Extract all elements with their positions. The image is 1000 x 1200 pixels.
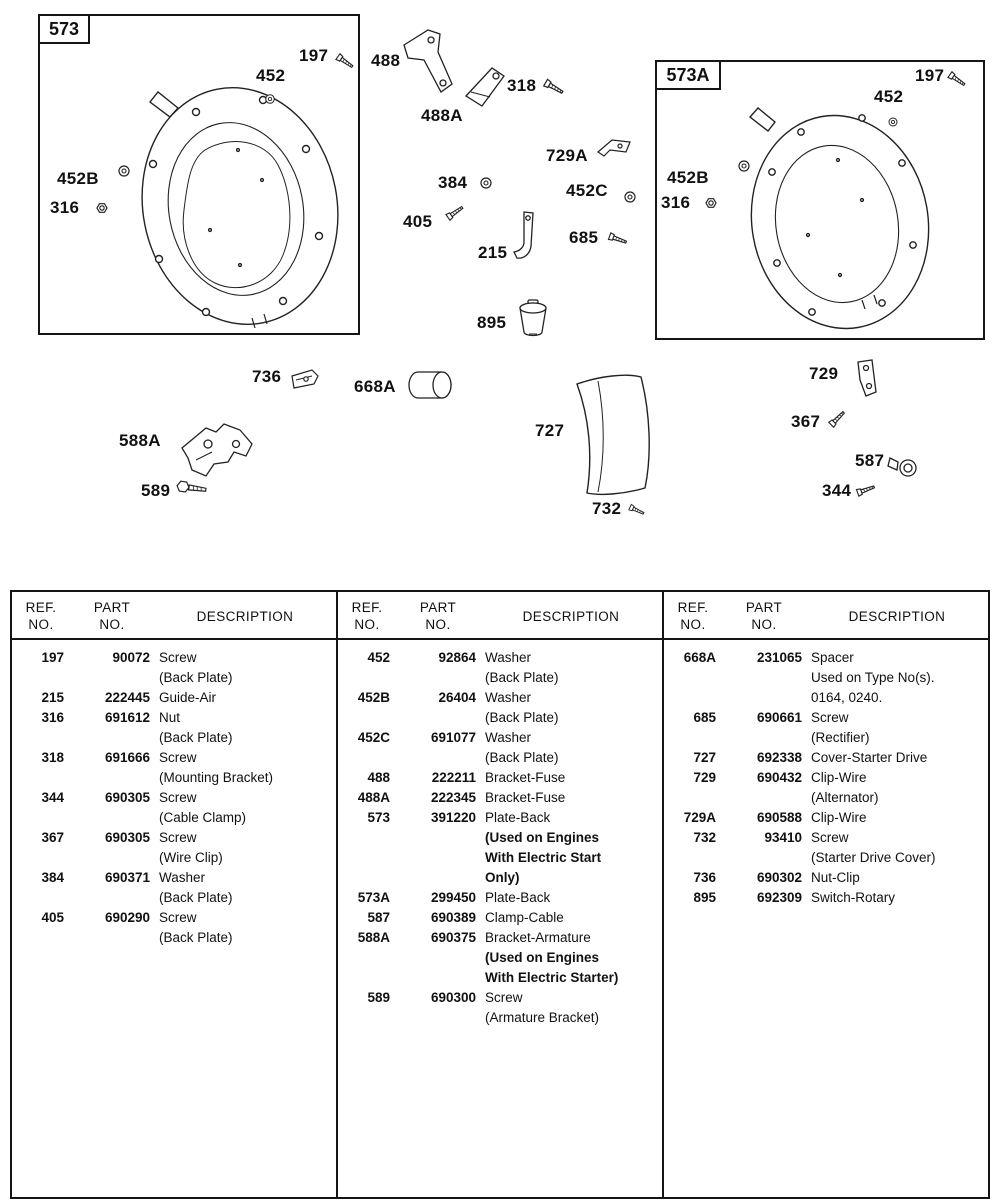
ref-no: 488A <box>357 790 390 805</box>
callout-452B: 452B <box>57 169 99 188</box>
nut-316-icon <box>706 199 716 208</box>
ref-no: 452B <box>357 690 390 705</box>
guide-air-215-icon <box>514 212 533 258</box>
part-row <box>338 908 662 928</box>
description: (Rectifier) <box>811 730 870 745</box>
part-row <box>664 748 988 768</box>
callout-452C: 452C <box>566 181 608 200</box>
part-no: 93410 <box>764 830 802 845</box>
switch-rotary-895-icon <box>520 300 546 336</box>
description: (Used on Engines <box>485 950 600 965</box>
parts-table-column-3 <box>662 592 988 1197</box>
washer-452C-icon <box>625 192 635 202</box>
ref-no: 316 <box>41 710 64 725</box>
callout-452B: 452B <box>667 168 709 187</box>
parts-table <box>10 590 990 1199</box>
part-row <box>12 788 336 808</box>
description: With Electric Start <box>485 850 602 865</box>
part-row-continuation <box>664 668 988 688</box>
callout-316: 316 <box>661 193 691 212</box>
clip-wire-729-icon <box>858 360 876 396</box>
description: (Starter Drive Cover) <box>811 850 936 865</box>
part-row-continuation <box>338 968 662 988</box>
cover-starter-drive-727-icon <box>577 375 649 494</box>
screw-367-icon <box>829 410 846 427</box>
description: (Back Plate) <box>485 670 559 685</box>
part-row <box>12 868 336 888</box>
column-header <box>338 592 662 638</box>
back-plate-573A-drawing <box>735 101 945 342</box>
description: Screw <box>159 790 197 805</box>
part-no: 690305 <box>104 790 150 805</box>
ref-no: 729A <box>683 810 716 825</box>
callout-452: 452 <box>874 87 904 106</box>
part-row-continuation <box>338 668 662 688</box>
part-row <box>338 928 662 948</box>
description: Washer <box>159 870 206 885</box>
callout-488A: 488A <box>421 106 463 125</box>
description: Screw <box>159 830 197 845</box>
callout-685: 685 <box>569 228 599 247</box>
description: Only) <box>485 870 520 885</box>
ref-no: 197 <box>41 650 64 665</box>
ref-no: 895 <box>693 890 716 905</box>
part-no: 92864 <box>438 650 476 665</box>
description: Screw <box>159 750 197 765</box>
description: Guide-Air <box>159 690 217 705</box>
part-no: 690661 <box>756 710 802 725</box>
part-row <box>12 908 336 928</box>
part-row-continuation <box>338 848 662 868</box>
nut-clip-736-icon <box>292 370 318 388</box>
description: (Back Plate) <box>485 710 559 725</box>
part-no: 690290 <box>104 910 150 925</box>
ref-no: 573 <box>367 810 390 825</box>
description: Bracket-Fuse <box>485 770 566 785</box>
ref-no: 727 <box>693 750 716 765</box>
description: Used on Type No(s). <box>811 670 935 685</box>
description: Clip-Wire <box>811 770 867 785</box>
ref-no-header: REF. NO. <box>351 600 383 632</box>
description: (Wire Clip) <box>159 850 223 865</box>
callout-729: 729 <box>809 364 839 383</box>
parts-rows <box>338 648 662 1028</box>
part-row <box>664 808 988 828</box>
part-row-continuation <box>12 928 336 948</box>
callout-197: 197 <box>915 66 945 85</box>
part-row <box>338 728 662 748</box>
ref-no: 685 <box>693 710 716 725</box>
callout-732: 732 <box>592 499 622 518</box>
part-row-continuation <box>338 868 662 888</box>
part-no: 90072 <box>112 650 150 665</box>
parts-table-column-1 <box>12 592 336 1197</box>
part-row-continuation <box>664 848 988 868</box>
part-no: 690302 <box>756 870 802 885</box>
callout-316: 316 <box>50 198 80 217</box>
screw-589-icon <box>176 481 206 495</box>
callout-668A: 668A <box>354 377 396 396</box>
screw-197-icon <box>336 54 354 70</box>
callout-727: 727 <box>535 421 565 440</box>
part-row <box>12 748 336 768</box>
ref-no-header: REF. NO. <box>25 600 57 632</box>
washer-452-icon <box>889 118 897 126</box>
description: (Mounting Bracket) <box>159 770 274 785</box>
washer-452B-icon <box>119 166 129 176</box>
part-no-header: PART NO. <box>419 600 457 632</box>
description: Plate-Back <box>485 890 551 905</box>
callout-589: 589 <box>141 481 171 500</box>
part-no: 222445 <box>104 690 150 705</box>
part-no: 691666 <box>104 750 150 765</box>
description-header: DESCRIPTION <box>196 609 294 624</box>
part-no: 690300 <box>430 990 476 1005</box>
part-row-continuation <box>12 768 336 788</box>
column-header <box>664 592 988 638</box>
description: (Back Plate) <box>159 930 233 945</box>
callout-384: 384 <box>438 173 468 192</box>
description: (Cable Clamp) <box>159 810 247 825</box>
description: Screw <box>159 910 197 925</box>
part-row <box>664 768 988 788</box>
part-row <box>12 688 336 708</box>
description: Washer <box>485 730 532 745</box>
part-row-continuation <box>338 708 662 728</box>
callout-318: 318 <box>507 76 537 95</box>
description-header: DESCRIPTION <box>848 609 946 624</box>
part-no: 692309 <box>756 890 802 905</box>
ref-no-header: REF. NO. <box>677 600 709 632</box>
description: (Back Plate) <box>159 890 233 905</box>
ref-no: 587 <box>367 910 390 925</box>
description: Nut-Clip <box>811 870 860 885</box>
ref-no: 736 <box>693 870 716 885</box>
description: Washer <box>485 650 532 665</box>
spacer-668A-icon <box>409 372 451 398</box>
part-no: 222211 <box>431 770 476 785</box>
description: Clip-Wire <box>811 810 867 825</box>
part-row <box>338 808 662 828</box>
ref-no: 452C <box>357 730 390 745</box>
callout-405: 405 <box>403 212 433 231</box>
ref-no: 367 <box>41 830 64 845</box>
description: (Used on Engines <box>485 830 600 845</box>
part-row-continuation <box>12 668 336 688</box>
description: Spacer <box>811 650 854 665</box>
screw-732-icon <box>629 504 645 516</box>
description: (Back Plate) <box>159 730 233 745</box>
part-row-continuation <box>12 888 336 908</box>
part-no: 690432 <box>756 770 802 785</box>
callout-488: 488 <box>371 51 401 70</box>
part-row <box>338 688 662 708</box>
part-no: 222345 <box>430 790 476 805</box>
part-row <box>664 888 988 908</box>
part-row-continuation <box>338 948 662 968</box>
ref-no: 573A <box>357 890 390 905</box>
screw-685-icon <box>608 233 627 246</box>
callout-895: 895 <box>477 313 507 332</box>
part-row <box>664 868 988 888</box>
part-no: 690371 <box>104 870 150 885</box>
description: Clamp-Cable <box>485 910 564 925</box>
description: Nut <box>159 710 181 725</box>
ref-no: 318 <box>41 750 64 765</box>
part-no-header: PART NO. <box>93 600 131 632</box>
part-no: 691077 <box>430 730 476 745</box>
description: 0164, 0240. <box>811 690 883 705</box>
clamp-cable-587-icon <box>888 458 916 476</box>
washer-452B-icon <box>739 161 749 171</box>
callout-729A: 729A <box>546 146 588 165</box>
part-row-continuation <box>12 728 336 748</box>
bracket-fuse-488A-icon <box>466 68 504 106</box>
callout-587: 587 <box>855 451 885 470</box>
description: (Armature Bracket) <box>485 1010 600 1025</box>
part-row <box>12 708 336 728</box>
part-row <box>12 828 336 848</box>
ref-no: 732 <box>693 830 716 845</box>
part-no: 299450 <box>430 890 476 905</box>
description-header: DESCRIPTION <box>522 609 620 624</box>
part-no: 690305 <box>104 830 150 845</box>
part-no: 692338 <box>756 750 802 765</box>
diagram-tag-573A: 573A <box>655 60 721 90</box>
part-row <box>338 788 662 808</box>
ref-no: 384 <box>41 870 64 885</box>
part-row-continuation <box>338 748 662 768</box>
part-row <box>338 988 662 1008</box>
parts-rows <box>12 648 336 948</box>
ref-no: 668A <box>683 650 716 665</box>
part-row-continuation <box>12 848 336 868</box>
ref-no: 488 <box>367 770 390 785</box>
description: Washer <box>485 690 532 705</box>
part-no: 231065 <box>756 650 802 665</box>
callout-452: 452 <box>256 66 286 85</box>
description: Screw <box>485 990 523 1005</box>
description: (Back Plate) <box>485 750 559 765</box>
callout-588A: 588A <box>119 431 161 450</box>
nut-316-icon <box>97 204 107 213</box>
part-row <box>664 648 988 668</box>
part-no: 690375 <box>430 930 476 945</box>
description: Screw <box>811 830 849 845</box>
ref-no: 729 <box>693 770 716 785</box>
back-plate-573-drawing <box>122 71 358 342</box>
ref-no: 452 <box>367 650 390 665</box>
ref-no: 344 <box>41 790 64 805</box>
description: (Alternator) <box>811 790 879 805</box>
bracket-armature-588A-icon <box>182 424 252 476</box>
part-row-continuation <box>12 808 336 828</box>
description: Screw <box>159 650 197 665</box>
ref-no: 405 <box>41 910 64 925</box>
part-row <box>12 648 336 668</box>
description: (Back Plate) <box>159 670 233 685</box>
description: Bracket-Fuse <box>485 790 566 805</box>
part-no: 690389 <box>430 910 476 925</box>
description: Screw <box>811 710 849 725</box>
description: With Electric Starter) <box>485 970 619 985</box>
part-row-continuation <box>338 828 662 848</box>
washer-452-icon <box>266 95 275 104</box>
part-no: 391220 <box>430 810 476 825</box>
ref-no: 588A <box>357 930 390 945</box>
part-row <box>338 648 662 668</box>
screw-318-icon <box>544 79 565 95</box>
part-row <box>664 828 988 848</box>
part-row-continuation <box>664 728 988 748</box>
parts-table-column-2 <box>336 592 662 1197</box>
washer-384-icon <box>481 178 491 188</box>
part-row <box>338 768 662 788</box>
part-row-continuation <box>664 688 988 708</box>
callout-367: 367 <box>791 412 821 431</box>
screw-344-icon <box>856 484 875 497</box>
part-no: 690588 <box>756 810 802 825</box>
description: Cover-Starter Drive <box>811 750 928 765</box>
parts-rows <box>664 648 988 908</box>
part-row <box>664 708 988 728</box>
description: Switch-Rotary <box>811 890 896 905</box>
screw-197-icon <box>948 72 966 88</box>
callout-215: 215 <box>478 243 508 262</box>
clip-wire-729A-icon <box>598 140 630 156</box>
bracket-fuse-488-icon <box>404 30 452 92</box>
description: Plate-Back <box>485 810 551 825</box>
callout-736: 736 <box>252 367 282 386</box>
part-no-header: PART NO. <box>745 600 783 632</box>
ref-no: 589 <box>367 990 390 1005</box>
part-no: 26404 <box>438 690 476 705</box>
description: Bracket-Armature <box>485 930 591 945</box>
callout-344: 344 <box>822 481 852 500</box>
part-row-continuation <box>664 788 988 808</box>
ref-no: 215 <box>41 690 64 705</box>
exploded-parts-diagram <box>0 0 1000 575</box>
callout-197: 197 <box>299 46 329 65</box>
part-no: 691612 <box>104 710 150 725</box>
diagram-tag-573: 573 <box>38 14 90 44</box>
screw-405-icon <box>446 205 464 221</box>
part-row <box>338 888 662 908</box>
part-row-continuation <box>338 1008 662 1028</box>
column-header <box>12 592 336 638</box>
